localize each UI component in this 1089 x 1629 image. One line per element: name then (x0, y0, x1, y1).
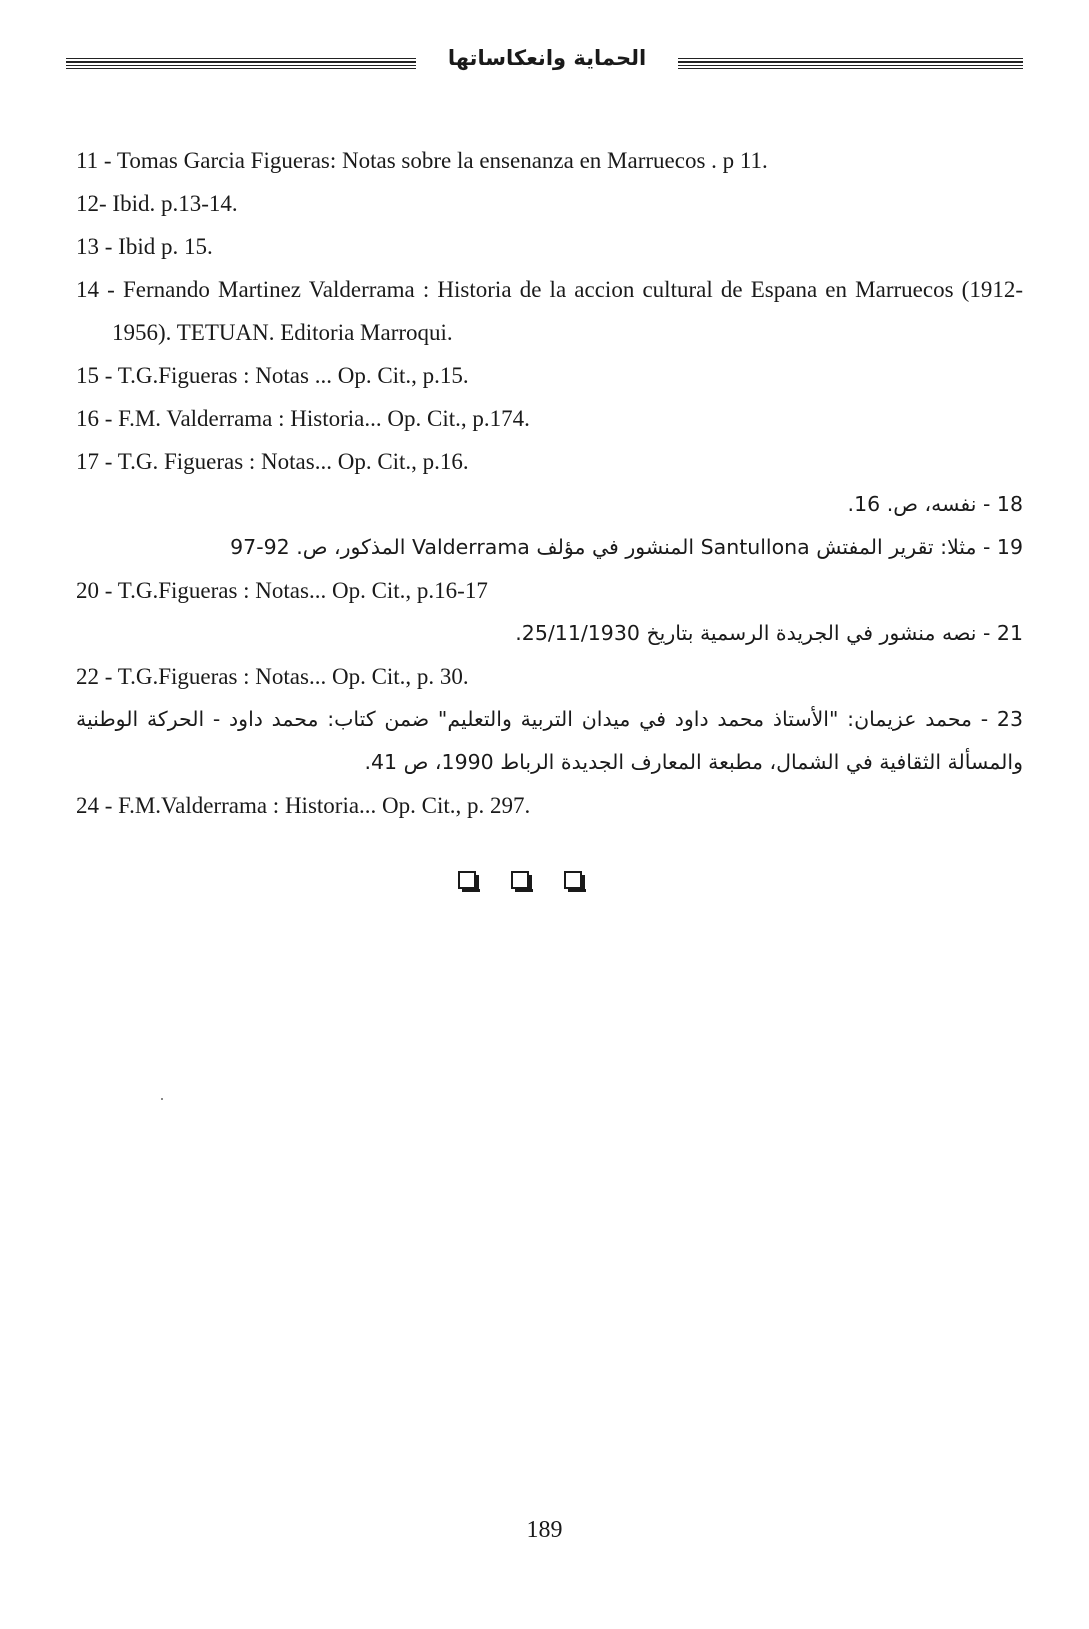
endnote-14: 14 - Fernando Martinez Valderrama : Historia de la accion cultural de Espana en Marruecos (1912-1956). TETUAN. Editoria Marroqui. (76, 277, 1023, 345)
endnote-15: 15 - T.G.Figueras : Notas ... Op. Cit., p.15. (76, 363, 469, 388)
endnote-13: 13 - Ibid p. 15. (76, 234, 213, 259)
endnote-17: 17 - T.G. Figueras : Notas... Op. Cit., p.16. (76, 449, 469, 474)
endnote-11: 11 - Tomas Garcia Figueras: Notas sobre la ensenanza en Marruecos . p 11. (76, 148, 768, 173)
endnote-23: 23 - محمد عزيمان: "الأستاذ محمد داود في ميدان التربية والتعليم" ضمن كتاب: محمد داود - الحركة الوطنية والمسألة الثقافية في الشمال، مطبعة المعارف الجديدة الرباط 1990، ص 41. (76, 707, 1023, 774)
endnote-24: 24 - F.M.Valderrama : Historia... Op. Cit., p. 297. (76, 793, 531, 818)
header-rule-left (66, 58, 416, 70)
scan-speck (161, 1098, 163, 1100)
endnote-22: 22 - T.G.Figueras : Notas... Op. Cit., p. 30. (76, 664, 469, 689)
endnote-12: 12- Ibid. p.13-14. (76, 191, 238, 216)
box-icon (458, 871, 476, 889)
header-rule-right (678, 58, 1023, 70)
endnote-18: 18 - نفسه، ص. 16. (847, 492, 1023, 516)
endnote-19: 19 - مثلا: تقرير المفتش Santullona المنشور في مؤلف Valderrama المذكور، ص. 92-97 (230, 535, 1023, 559)
endnote-21: 21 - نصه منشور في الجريدة الرسمية بتاريخ 25/11/1930. (515, 621, 1023, 645)
header-title: الحماية وانعكاساتها (447, 46, 647, 70)
running-header (66, 48, 1023, 78)
box-icon (511, 871, 529, 889)
page-number: 189 (526, 1517, 563, 1543)
section-end-marks (458, 871, 608, 901)
endnote-16: 16 - F.M. Valderrama : Historia... Op. Cit., p.174. (76, 406, 530, 431)
box-icon (564, 871, 582, 889)
endnotes-list (76, 139, 1023, 827)
endnote-20: 20 - T.G.Figueras : Notas... Op. Cit., p.16-17 (76, 578, 488, 603)
